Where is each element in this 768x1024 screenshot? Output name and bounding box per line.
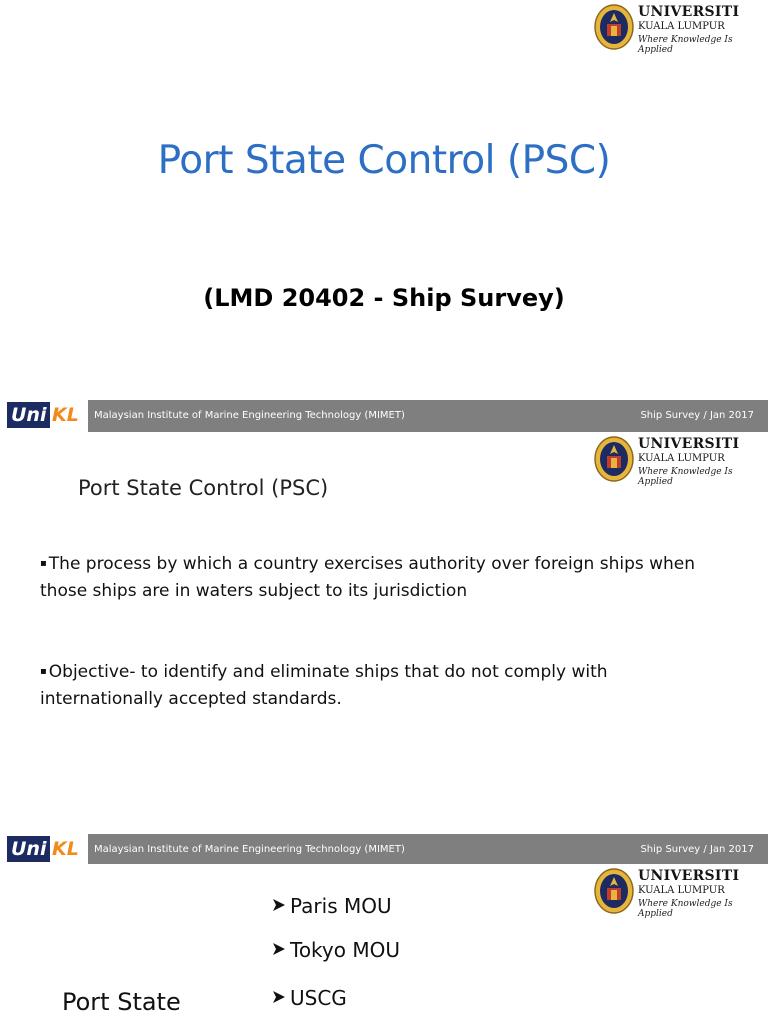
slide-footer [0, 834, 768, 866]
port-state-slide [0, 864, 768, 1024]
logo-tagline: Where Knowledge Is Applied [638, 467, 733, 487]
logo-university-text: UNIVERSITI [638, 436, 740, 452]
logo-tagline: Where Knowledge Is Applied [638, 35, 733, 55]
brand-kl-text: KL [52, 838, 79, 860]
slide-title: Port State Control (PSC) [157, 138, 611, 183]
university-crest-icon [594, 4, 634, 50]
logo-kuala-lumpur-text: KUALA LUMPUR [638, 21, 725, 32]
bullet-marker: ▪ [40, 558, 47, 569]
list-item [272, 938, 400, 962]
logo-tagline: Where Knowledge Is Applied [638, 899, 733, 919]
psc-definition-slide [0, 432, 768, 834]
logo-university-text: UNIVERSITI [638, 4, 740, 20]
logo-kuala-lumpur-text: KUALA LUMPUR [638, 885, 725, 896]
university-crest-icon [594, 868, 634, 914]
footer-course: Ship Survey / Jan 2017 [640, 410, 754, 421]
unikl-brand-logo [0, 400, 88, 432]
footer-course: Ship Survey / Jan 2017 [640, 844, 754, 855]
logo-university-text: UNIVERSITI [638, 868, 740, 884]
bullet-marker: ▪ [40, 666, 47, 677]
brand-uni-text: Uni [7, 402, 50, 428]
course-subtitle: (LMD 20402 - Ship Survey) [203, 284, 565, 312]
bullet-text: Objective- to identify and eliminate ships that do not comply with internationally accepted standards. [40, 662, 608, 709]
slide-title: Port State Control (PSC) [78, 476, 329, 500]
arrow-bullet-icon [272, 942, 286, 956]
arrow-bullet-icon [272, 898, 286, 912]
bullet-definition [40, 550, 730, 605]
unikl-brand-logo [0, 834, 88, 866]
brand-uni-text: Uni [7, 836, 50, 862]
list-item-label: Tokyo MOU [290, 938, 400, 962]
title-slide [0, 0, 768, 400]
bullet-text: The process by which a country exercises authority over foreign ships when those ships are in waters subject to its jurisdiction [40, 554, 696, 601]
bullet-objective [40, 658, 730, 713]
list-item-label: Paris MOU [290, 894, 392, 918]
brand-kl-text: KL [52, 404, 79, 426]
university-crest-icon [594, 436, 634, 482]
list-item-label: USCG [290, 986, 347, 1010]
unikl-logo [594, 2, 764, 54]
unikl-logo [594, 434, 764, 486]
list-item [272, 894, 392, 918]
list-item [272, 986, 347, 1010]
logo-kuala-lumpur-text: KUALA LUMPUR [638, 453, 725, 464]
slide-footer [0, 400, 768, 432]
port-state-label: Port State [62, 988, 181, 1016]
unikl-logo [594, 866, 764, 918]
arrow-bullet-icon [272, 990, 286, 1004]
footer-institute: Malaysian Institute of Marine Engineering Technology (MIMET) [94, 410, 405, 421]
footer-institute: Malaysian Institute of Marine Engineering Technology (MIMET) [94, 844, 405, 855]
